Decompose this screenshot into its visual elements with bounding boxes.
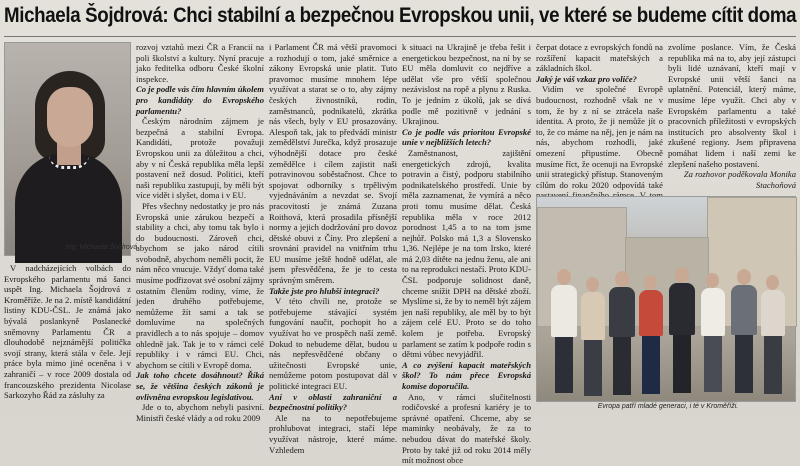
article-paragraph: rozvoj vztahů mezi ČR a Francií na poli školství a kultury. Nyní pracuje jako ředitelka odboru České školní inspekce.: [136, 42, 264, 84]
headline-rule: [4, 36, 796, 37]
article-paragraph: zvolíme poslance. Vím, že Česká republika má na to, aby její zástupci byli lidé uznávaní, kteří mají v Evropské unii větší šanci na uplatnění. Potenciál, který máme, musíme lépe využít. Chci aby v Evropském parlamentu a také pracovních příležitosti v evropských institucích pro absolventy škol i zkušené regiony. Jsem připravena pomáhat lidem i naší zemi ke zlepšení našeho postavení.: [668, 42, 796, 169]
article-paragraph: Přes všechny nedostatky je pro nás Evropská unie zárukou bezpečí a stability a chci, aby tomu tak bylo i do budoucnosti. Zároveň chci, abychom se jako národ cítili svobodně, abychom neměli pocit, že nám něco vnucuje. Vždyť doma také musíme podřizovat své osobní zájmy ostatním členům rodiny, víme, že jeden druhého potřebujeme, nemůžeme žít sami a tak se domluvíme na společných pravidlech a to nás spojuje – domov ohledně jak. Tak je to v rámci celé republiky i v rámci EU. Chci, abychom se cítili v Evropě doma.: [136, 200, 264, 370]
interview-question: Ani v oblasti zahraniční a bezpečnostní politiky?: [269, 391, 397, 413]
interview-question: A co zvýšení kapacit mateřských škol? To nám přece Evropská komise doporučila.: [402, 359, 531, 391]
article-paragraph: Zaměstnanost, zajištění energetických zdrojů, kvalita potravin a čistý, podporu stabilního podnikatelského prostředí. Unie by měla zaznamenat, že vymírá a něco proti tomu musíme dělat. Česká republika měla v roce 2012 porodnost 1,45 a to na tom jsme nejhůř. Polsko má 1,3 a Slovensko 1,36. Nejlépe je na tom Irsko, které má 2,03 dítěte na jednu ženu, ale ani to na reprodukci nestačí. Proto KDU-ČSL podporuje solidnost daně, chceme snížit DPH na dětské zboží. Myslíme si, že by to neměl být zájem jen naší republiky, ale měl by to být zájem celé EU. Proto se do toho kolem je potřeba. Evropský parlament se zatím k podpoře rodin s dětmi vůbec nevyjádřil.: [402, 147, 531, 360]
article-paragraph: V této chvíli ne, protože se potřebujeme stávající systém fungování naučit, pochopit ho a využívat ho ve prospěch naší země. Dokud to nebudeme dělat, budou u nás nepřesvědčené občany o užitečnosti Evropské unie, nemůžeme potom postupovat dál v politické integraci EU.: [269, 296, 397, 391]
article-paragraph: k situaci na Ukrajině je třeba řešit i energetickou bezpečnost, na ní by se EU měla domluvit co nejdříve a udělat vše pro větší společnou nezávislost na ropě a plynu z Ruska. To je jedním z úkolů, jak se dívá podle mě pozitivně v jednání s Ukrajinou.: [402, 42, 531, 127]
portrait-face: [47, 87, 93, 147]
column-6: [668, 42, 796, 192]
article-paragraph: čerpat dotace z evropských fondů na rozšíření kapacit mateřských a základních škol.: [536, 42, 663, 74]
building-middle: [625, 237, 709, 327]
portrait-caption: Ing. Michaela Šojdrová: [66, 244, 138, 251]
article-headline: Michaela Šojdrová: Chci stabilní a bezpečnou Evropskou unii, ve které se budeme cítit doma: [4, 4, 797, 27]
article-paragraph: Vidím ve společné Evropě budoucnost, rozhodně však ne v tom, že by z ní se ztrácela naše identita. A proto, že ji nemůže jít o to, že co máme na něj, jen je nám na nás, abychom rozhodli, jaké omezení připustíme. Obecně musíme říct, že ocenuji na Evropské unii strategický přístup. Stanoveným cílům do roku 2020 odpovídá také: [536, 84, 663, 190]
column-1: [4, 263, 131, 413]
article-paragraph: Jde o to, abychom nebyli pasivní. Ministři české vlády a od roku 2009: [136, 402, 264, 423]
interview-question: Jaký je váš vzkaz pro voliče?: [536, 73, 637, 84]
article-paragraph: i Parlament ČR má větší pravomoci a rozhodují o tom, jaké směrnice a zákony Evropská unie platit. Tuto pravomoc musíme mnohem lépe využívat a starat se o to, aby zájmy českých živnostníků, rodin, zaměstnanců, podnikatelů, zkrátka nás všech, byly v EU prosazovány. Alespoň tak, jak to předvádí ministr zemědělství Jurečka, když prosazuje výhodnější dotace pro české zemědělce i cílem zajistit naši potravinovou soběstačnost. Chce to spojovat odborníky s trpělivým vyjednáváním a nevzdat se. Svojí pracovitostí je známá Zuzana Roithová, která prosadila přísnější normy a jejich dodržování pro dovoz dětské obuvi z Číny. Pro zlepšení a srovnání pravidel na vnitřním trhu EU musíme ještě hodně udělat, ale jsem přesvědčena, že je to cesta správným směrem.: [269, 42, 397, 286]
interview-question: Takže jste pro hlubší integraci?: [269, 285, 380, 296]
portrait-photo: [4, 42, 131, 256]
column-3: [269, 42, 397, 455]
group-photo: [536, 196, 796, 402]
interview-question: Jak toho chcete dosáhnout? Říká se, že většina českých zákonů je ovlivněna evropskou legislativou.: [136, 370, 264, 402]
article-paragraph: Ano, v rámci slučitelnosti rodičovské a profesní kariéry je to správné opatření. Chceme, aby se maminky neobávaly, že za to nebudou dávat do mateřské školy. Proto by také již od roku 2014 měly mít možnost obce: [402, 391, 531, 466]
article-paragraph: Ale na to nepotřebujeme prohlubovat integraci, stačí lépe využívat nástroje, které máme. Vzhledem: [269, 412, 397, 455]
column-5: [536, 42, 663, 192]
group-photo-caption: Evropa patří mladé generaci, i té v Kroměříži.: [597, 403, 739, 410]
interview-question: Co je podle vás prioritou Evropské unie v nejbližších letech?: [402, 126, 531, 148]
article-paragraph: V nadcházejících volbách do Evropského parlamentu má šanci uspět Ing. Michaela Šojdrová z Kroměříže. Je na 2. místě kandidátní listiny KDU-ČSL. Je známá jako bývalá poslankyně Poslanecké sněmovny Parlamentu ČR a dlouhodobě nejznámější politička svojí strany, která stála v čele. Její práce byla mimo jiné oceněna i v zahraničí – v roce 2009 dostala od francouzského prezidenta Nicolase Sarkozyho Řád za zásluhy za: [4, 263, 131, 401]
article-paragraph: Českým národním zájmem je bezpečná a stabilní Evropa. Kandidáti, protože považuji Evropskou unii za důležitou a chci, aby v ní Česká republika měla lepší postavení než dosud. Politici, kteří naši republiku zastupují, by měli být více vidět i slyšet, doma i v EU.: [136, 116, 264, 201]
interview-signature: Za rozhovor poděkovala Monika Stachoňová: [683, 169, 796, 190]
column-2: [136, 42, 264, 423]
interview-question: Co je podle vás čím hlavním úkolem pro kandidáty do Evropského parlamentu?: [136, 84, 264, 116]
column-4: [402, 42, 531, 466]
